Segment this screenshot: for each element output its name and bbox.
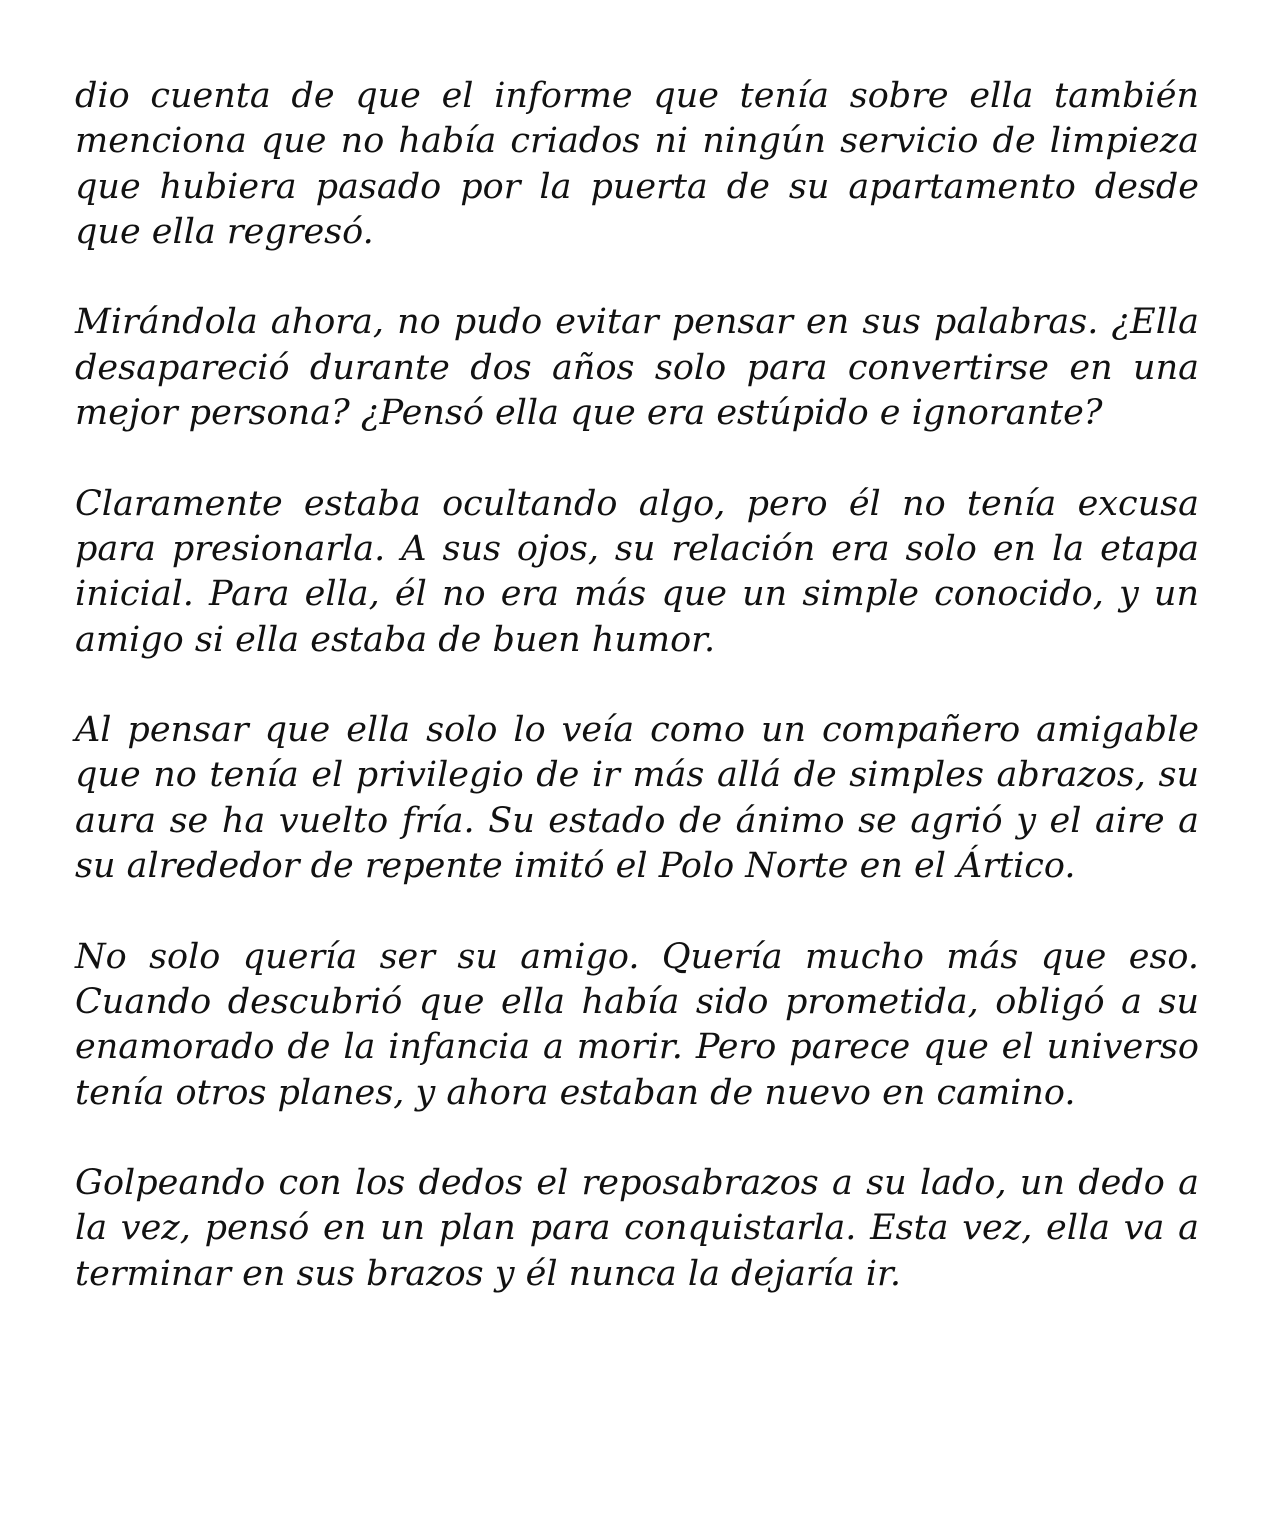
paragraph: No solo quería ser su amigo. Quería mucho más que eso. Cuando descubrió que ella había sido prometida, obligó a su enamorado de la infancia a morir. Pero parece que el universo tenía otros planes, y ahora estaban de nuevo en camino. xyxy=(75,936,1199,1113)
paragraph: Mirándola ahora, no pudo evitar pensar en sus palabras. ¿Ella desapareció durante dos años solo para convertirse en una mejor persona? ¿Pensó ella que era estúpido e ignorante? xyxy=(75,302,1199,434)
paragraph: Claramente estaba ocultando algo, pero él no tenía excusa para presionarla. A sus ojos, su relación era solo en la etapa inicial. Para ella, él no era más que un simple conocido, y un amigo si ella estaba de buen humor. xyxy=(75,483,1199,660)
paragraph: dio cuenta de que el informe que tenía sobre ella también menciona que no había criados ni ningún servicio de limpieza que hubiera pasado por la puerta de su apartamento desde que ella regresó. xyxy=(75,76,1199,252)
document-page xyxy=(75,74,1199,1297)
paragraph: Golpeando con los dedos el reposabrazos a su lado, un dedo a la vez, pensó en un plan para conquistarla. Esta vez, ella va a terminar en sus brazos y él nunca la dejaría ir. xyxy=(75,1163,1199,1294)
paragraph: Al pensar que ella solo lo veía como un compañero amigable que no tenía el privilegio de ir más allá de simples abrazos, su aura se ha vuelto fría. Su estado de ánimo se agrió y el aire a su alrededor de repente imitó el Polo Norte en el Ártico. xyxy=(75,710,1199,887)
